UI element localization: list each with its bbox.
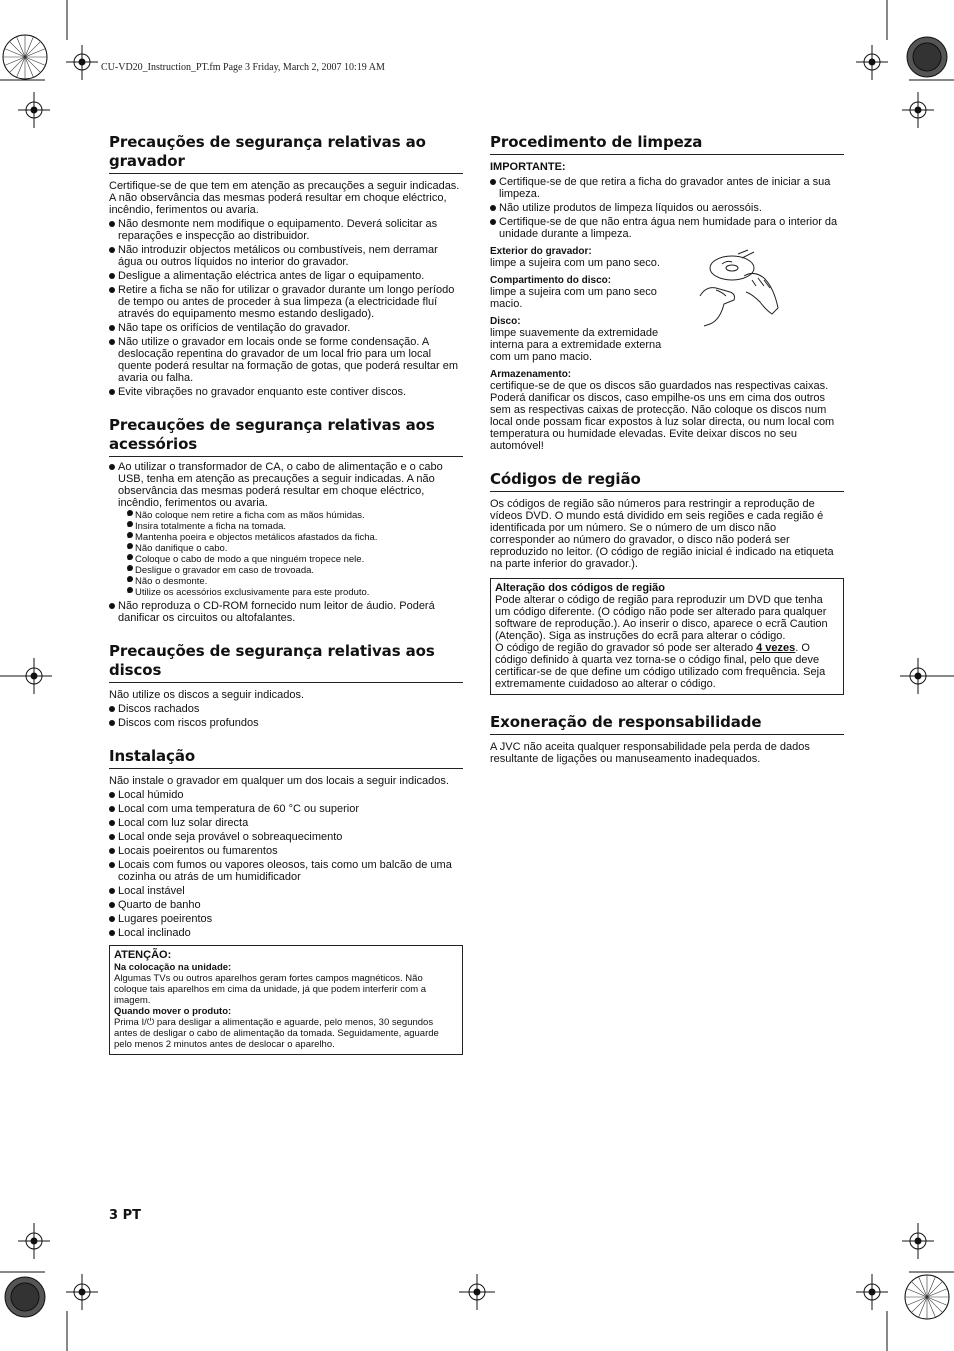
cleaning-text-block — [490, 246, 685, 363]
list-item: Lugares poeirentos — [109, 913, 463, 925]
region-box-text1: Pode alterar o código de região para reproduzir um DVD que tenha um código diferente. (O código não pode ser alterado para qualquer software de reprodução.). Ao inserir o disco, aparece o ecrã Caution (Atenção). Siga as instruções do ecrã para alterar o código. — [495, 594, 828, 642]
discs-list — [109, 703, 463, 729]
sub-list — [127, 510, 463, 598]
list-item: Quarto de banho — [109, 899, 463, 911]
region-box-text2 — [495, 642, 839, 690]
list-item: Não tape os orifícios de ventilação do gravador. — [109, 322, 463, 334]
cleaning-section — [490, 133, 844, 452]
region-change-box — [490, 578, 844, 695]
placement-text: Algumas TVs ou outros aparelhos geram fortes campos magnéticos. Não coloque tais aparelhos em cima da unidade, já que podem interferir com a imagem. — [114, 973, 427, 1006]
recorder-safety-section — [109, 133, 463, 398]
list-item: Local com luz solar directa — [109, 817, 463, 829]
list-item: Retire a ficha se não for utilizar o gravador durante um longo período de tempo ou antes de proceder à sua limpeza (a electricidade fluí através do equipamento mesmo estando desligado). — [109, 284, 463, 320]
list-item: Evite vibrações no gravador enquanto este contiver discos. — [109, 386, 463, 398]
list-item: Local instável — [109, 885, 463, 897]
section-title: Códigos de região — [490, 470, 844, 492]
disc-text: limpe suavemente da extremidade interna para a extremidade externa com um pano macio. — [490, 327, 662, 363]
accessories-safety-list — [109, 461, 463, 624]
sub-list-item: • Desligue o gravador em caso de trovoada. — [127, 565, 463, 576]
section-intro: Não instale o gravador em qualquer um dos locais a seguir indicados. — [109, 775, 449, 787]
section-title: Instalação — [109, 747, 463, 769]
list-item: Não desmonte nem modifique o equipamento. Deverá solicitar as reparações e inspecção ao distribuidor. — [109, 218, 463, 242]
list-item: Locais com fumos ou vapores oleosos, tais como um balcão de uma cozinha ou atrás de um humidificador — [109, 859, 463, 883]
compartment-label: Compartimento do disco: — [490, 275, 612, 286]
cleaning-details — [490, 246, 844, 363]
file-info-header: CU-VD20_Instruction_PT.fm Page 3 Friday, March 2, 2007 10:19 AM — [101, 62, 385, 73]
sub-list-item: • Insira totalmente a ficha na tomada. — [127, 521, 463, 532]
installation-section — [109, 747, 463, 1055]
list-item-text: Ao utilizar o transformador de CA, o cabo de alimentação e o cabo USB, tenha em atenção as precauções a seguir indicadas. A não observância das mesmas poderá resultar em choque eléctrico, incêndio, ferimentos ou avaria. — [118, 461, 443, 509]
sub-list-item: • Mantenha poeira e objectos metálicos afastados da ficha. — [127, 532, 463, 543]
region-section — [490, 470, 844, 695]
list-item: Não introduzir objectos metálicos ou combustíveis, nem derramar água ou outros líquidos no interior do gravador. — [109, 244, 463, 268]
list-item: Desligue a alimentação eléctrica antes de ligar o equipamento. — [109, 270, 463, 282]
disc-label: Disco: — [490, 316, 521, 327]
installation-list — [109, 789, 463, 939]
exterior-label: Exterior do gravador: — [490, 246, 592, 257]
sub-list-item: • Não danifique o cabo. — [127, 543, 463, 554]
list-item: Certifique-se de que retira a ficha do gravador antes de iniciar a sua limpeza. — [490, 176, 844, 200]
disclaimer-section — [490, 713, 844, 765]
list-item: Local onde seja provável o sobreaquecimento — [109, 831, 463, 843]
accessories-safety-section — [109, 416, 463, 624]
section-intro: Não utilize os discos a seguir indicados. — [109, 689, 305, 701]
storage-label: Armazenamento: — [490, 369, 572, 380]
list-item: Não utilize produtos de limpeza líquidos ou aerossóis. — [490, 202, 844, 214]
list-item: Certifique-se de que não entra água nem humidade para o interior da unidade durante a limpeza. — [490, 216, 844, 240]
sub-list-item: • Não o desmonte. — [127, 576, 463, 587]
moving-label: Quando mover o produto: — [114, 1006, 232, 1017]
list-item: Não reproduza o CD-ROM fornecido num leitor de áudio. Poderá danificar os circuitos ou altofalantes. — [109, 600, 463, 624]
region-box-text2-a: O código de região do gravador só pode ser alterado — [495, 642, 757, 654]
storage-text: certifique-se de que os discos são guardados nas respectivas caixas. Poderá danificar os discos, caso empilhe-os uns em cima dos outros sem as respectivas caixas de protecção. Não coloque os discos num local onde possam ficar expostos à luz solar directa, ou num local com temperatura ou humidade elevadas. Evite deixar discos no seu automóvel! — [490, 380, 835, 452]
list-item: Discos rachados — [109, 703, 463, 715]
list-item: Locais poeirentos ou fumarentos — [109, 845, 463, 857]
list-item: Local com uma temperatura de 60 °C ou superior — [109, 803, 463, 815]
list-item — [109, 461, 463, 598]
section-title: Exoneração de responsabilidade — [490, 713, 844, 735]
region-text: Os códigos de região são números para restringir a reprodução de vídeos DVD. O mundo está dividido em seis regiões e cada região é identificada por um número. Se o número de um disco não corresponder ao número do gravador, o disco não poderá ser reproduzido no leitor. (O código de região inicial é indicado na etiqueta na parte inferior do gravador.). — [490, 498, 834, 570]
section-title: Procedimento de limpeza — [490, 133, 844, 155]
list-item: Local inclinado — [109, 927, 463, 939]
compartment-text: limpe a sujeira com um pano seco macio. — [490, 286, 657, 310]
right-column — [490, 133, 844, 783]
cleaning-list — [490, 176, 844, 240]
attention-title: ATENÇÃO: — [114, 949, 172, 961]
discs-safety-section — [109, 642, 463, 729]
list-item: Discos com riscos profundos — [109, 717, 463, 729]
disclaimer-text: A JVC não aceita qualquer responsabilidade pela perda de dados resultante de ligações ou manuseamento inadequados. — [490, 741, 810, 765]
sub-list-item: • Não coloque nem retire a ficha com as mãos húmidas. — [127, 510, 463, 521]
list-item: Não utilize o gravador em locais onde se forme condensação. A deslocação repentina do gravador de um local frio para um local quente poderá resultar na formação de gotas, que poderá resultar em avaria ou falha. — [109, 336, 463, 384]
exterior-text: limpe a sujeira com um pano seco. — [490, 257, 660, 269]
section-intro: Certifique-se de que tem em atenção as precauções a seguir indicadas. A não observância das mesmas poderá resultar em choque eléctrico, incêndio, ferimentos ou avaria. — [109, 180, 460, 216]
attention-box — [109, 945, 463, 1055]
region-box-title: Alteração dos códigos de região — [495, 582, 665, 594]
section-title: Precauções de segurança relativas ao gravador — [109, 133, 463, 174]
placement-label: Na colocação na unidade: — [114, 962, 232, 973]
left-column — [109, 133, 463, 1073]
region-box-text2-c: . O código definido à quarta vez torna-se o código final, pelo que deve certificar-se de que define um código utilizado com frequência. Seja extremamente cuidadoso ao alterar o código. — [495, 642, 826, 690]
four-times-emphasis: 4 vezes — [756, 642, 796, 654]
disc-cleaning-illustration — [692, 246, 788, 328]
sub-list-item: • Coloque o cabo de modo a que ninguém tropece nele. — [127, 554, 463, 565]
moving-text: Prima I/⏻ para desligar a alimentação e aguarde, pelo menos, 30 segundos antes de desligar o cabo de alimentação da tomada. Seguidamente, aguarde pelo menos 2 minutos antes de deslocar o aparelho. — [114, 1017, 439, 1050]
list-item: Local húmido — [109, 789, 463, 801]
section-title: Precauções de segurança relativas aos discos — [109, 642, 463, 683]
sub-list-item: • Utilize os acessórios exclusivamente para este produto. — [127, 587, 463, 598]
important-label: IMPORTANTE: — [490, 161, 566, 173]
recorder-safety-list — [109, 218, 463, 398]
page-number: 3 PT — [109, 1208, 141, 1223]
section-title: Precauções de segurança relativas aos acessórios — [109, 416, 463, 457]
